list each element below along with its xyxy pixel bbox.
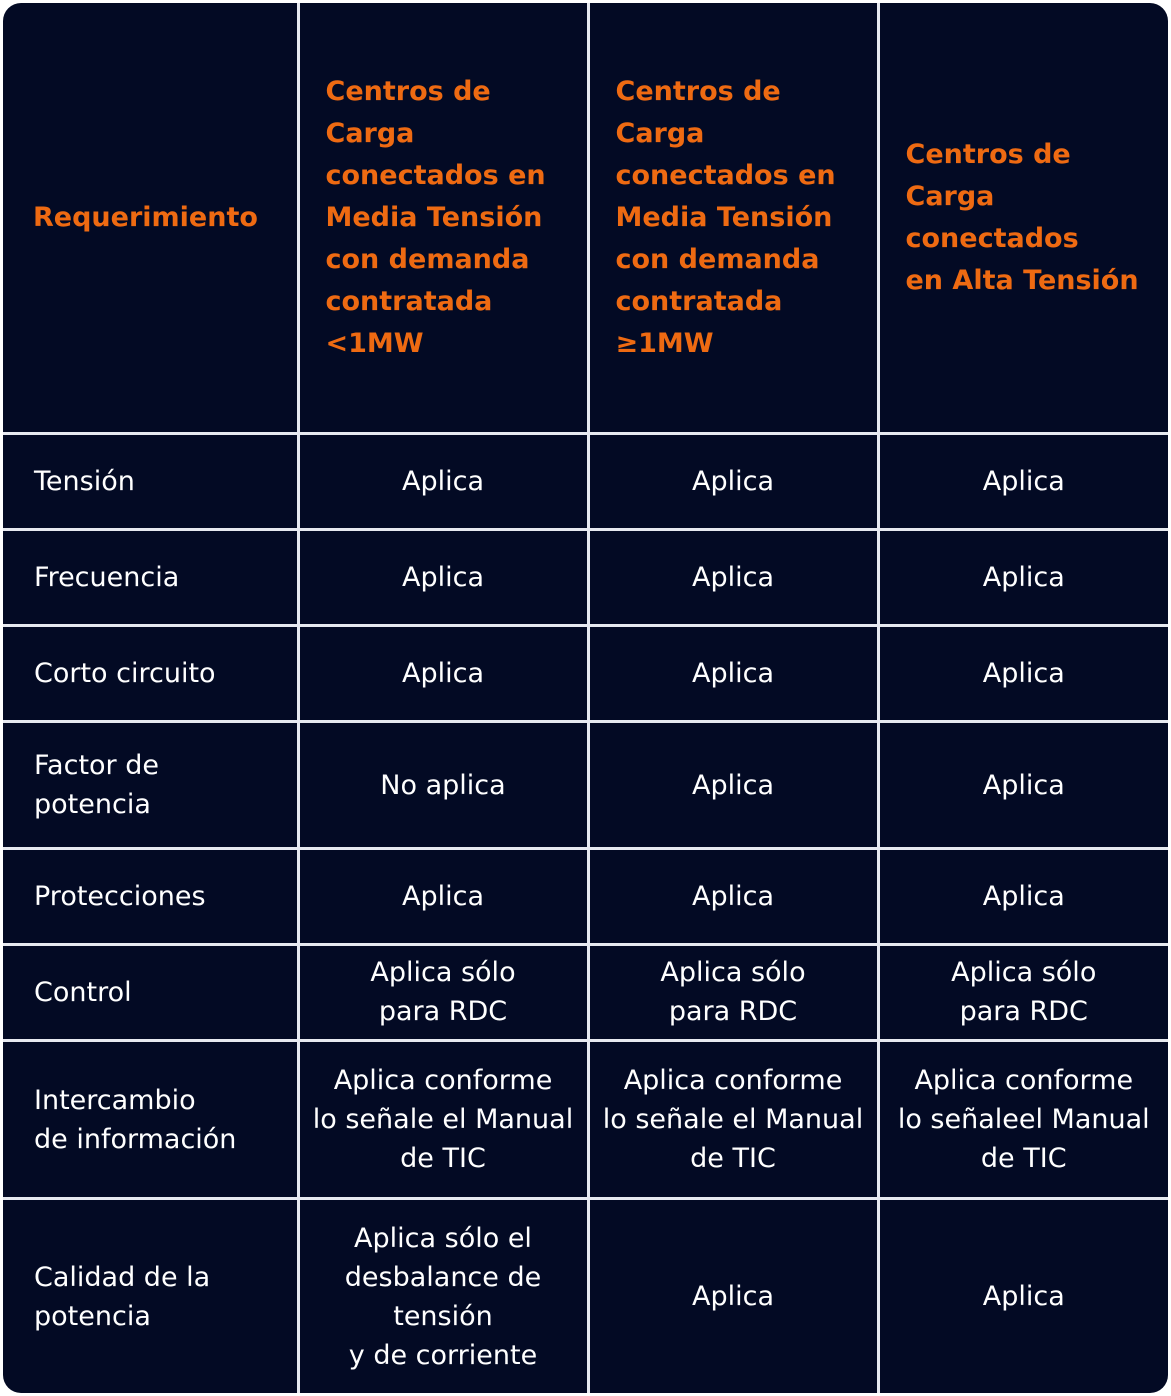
table-row — [3, 626, 1168, 722]
cell-value: Aplica sólo para RDC — [878, 944, 1168, 1040]
table-row — [3, 1040, 1168, 1198]
row-label: Intercambio de información — [3, 1040, 298, 1198]
table-row — [3, 722, 1168, 848]
row-label: Corto circuito — [3, 626, 298, 722]
header-mt-under-1mw: Centros de Carga conectados en Media Tensión con demanda contratada <1MW — [298, 3, 588, 434]
table-header-row — [3, 3, 1168, 434]
cell-value: Aplica — [588, 626, 878, 722]
cell-value: Aplica — [298, 434, 588, 530]
table-row — [3, 434, 1168, 530]
cell-value: Aplica — [298, 530, 588, 626]
row-label: Control — [3, 944, 298, 1040]
requirements-table-frame — [3, 3, 1168, 1393]
row-label: Frecuencia — [3, 530, 298, 626]
row-label: Calidad de la potencia — [3, 1199, 298, 1393]
cell-value: Aplica — [588, 848, 878, 944]
requirements-table — [3, 3, 1168, 1393]
cell-value: Aplica — [878, 626, 1168, 722]
row-label: Factor de potencia — [3, 722, 298, 848]
cell-value: Aplica — [298, 848, 588, 944]
cell-value: Aplica — [878, 434, 1168, 530]
cell-value: Aplica — [878, 1199, 1168, 1393]
cell-value: Aplica — [588, 1199, 878, 1393]
cell-value: Aplica sólo para RDC — [588, 944, 878, 1040]
header-mt-over-1mw: Centros de Carga conectados en Media Tensión con demanda contratada ≥1MW — [588, 3, 878, 434]
table-row — [3, 944, 1168, 1040]
cell-value: No aplica — [298, 722, 588, 848]
cell-value: Aplica — [878, 722, 1168, 848]
table-row — [3, 1199, 1168, 1393]
table-row — [3, 530, 1168, 626]
cell-value: Aplica conforme lo señale el Manual de TIC — [588, 1040, 878, 1198]
cell-value: Aplica — [588, 434, 878, 530]
cell-value: Aplica conforme lo señale el Manual de TIC — [298, 1040, 588, 1198]
header-alta-tension: Centros de Carga conectados en Alta Tensión — [878, 3, 1168, 434]
cell-value: Aplica — [878, 530, 1168, 626]
cell-value: Aplica — [588, 722, 878, 848]
row-label: Protecciones — [3, 848, 298, 944]
cell-value: Aplica — [878, 848, 1168, 944]
cell-value: Aplica sólo para RDC — [298, 944, 588, 1040]
cell-value: Aplica sólo el desbalance de tensión y de corriente — [298, 1199, 588, 1393]
table-row — [3, 848, 1168, 944]
header-requirement: Requerimiento — [3, 3, 298, 434]
cell-value: Aplica — [298, 626, 588, 722]
cell-value: Aplica conforme lo señaleel Manual de TIC — [878, 1040, 1168, 1198]
cell-value: Aplica — [588, 530, 878, 626]
row-label: Tensión — [3, 434, 298, 530]
